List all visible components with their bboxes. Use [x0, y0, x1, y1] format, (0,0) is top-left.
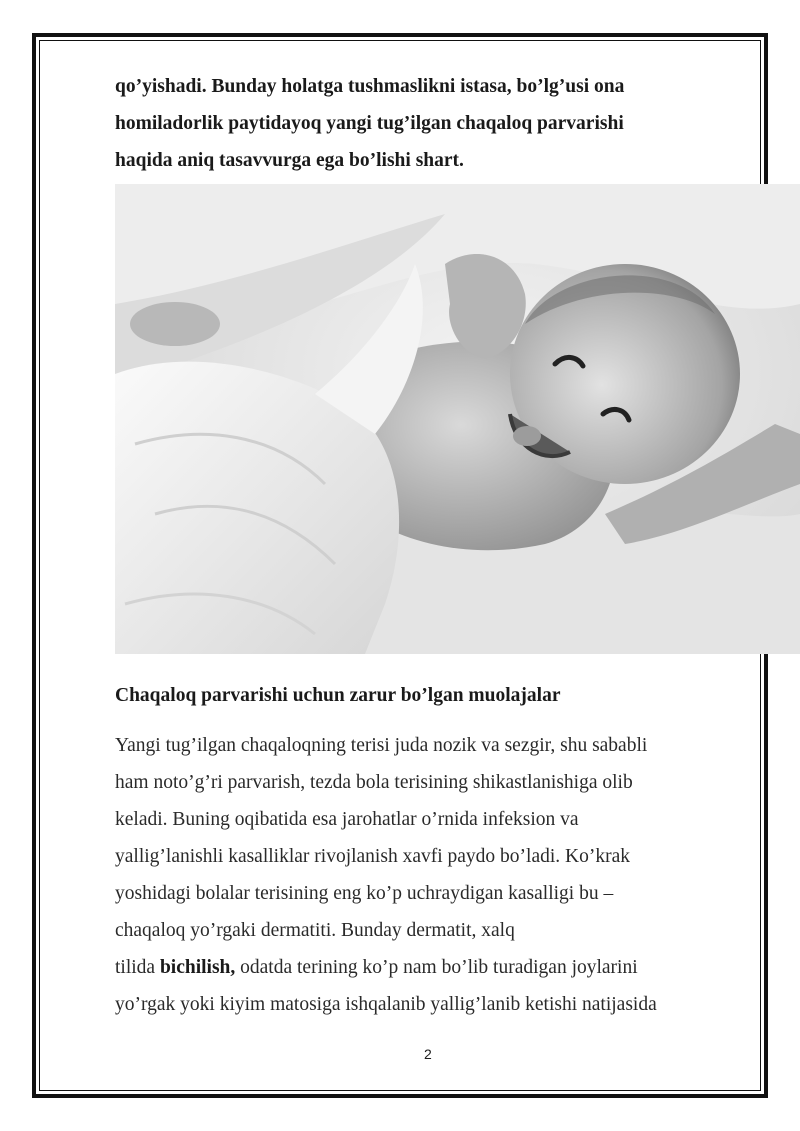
body-line: yallig’lanishli kasalliklar rivojlanish xavfi paydo bo’ladi. Ko’krak: [115, 846, 630, 867]
intro-paragraph: [115, 68, 715, 179]
intro-line: homiladorlik paytidayoq yangi tug’ilgan chaqaloq parvarishi: [115, 113, 624, 134]
body-paragraph: [115, 727, 735, 1023]
intro-line: qo’yishadi. Bunday holatga tushmaslikni istasa, bo’lg’usi ona: [115, 76, 625, 97]
section-heading: Chaqaloq parvarishi uchun zarur bo’lgan muolajalar: [115, 685, 561, 706]
body-line: yo’rgak yoki kiyim matosiga ishqalanib yallig’lanib ketishi natijasida: [115, 994, 657, 1015]
baby-photo: [115, 184, 800, 654]
body-line: Yangi tug’ilgan chaqaloqning terisi juda nozik va sezgir, shu sababli: [115, 735, 648, 756]
body-line: keladi. Buning oqibatida esa jarohatlar o’rnida infeksion va: [115, 809, 579, 830]
line-prefix: tilida: [115, 957, 160, 978]
body-line-with-bold: [115, 949, 735, 986]
body-line: chaqaloq yo’rgaki dermatiti. Bunday dermatit, xalq: [115, 920, 515, 941]
body-line: yoshidagi bolalar terisining eng ko’p uchraydigan kasalligi bu –: [115, 883, 614, 904]
line-suffix: odatda terining ko’p nam bo’lib turadigan joylarini: [235, 957, 638, 978]
intro-line: haqida aniq tasavvurga ega bo’lishi shart.: [115, 150, 464, 171]
page-number: 2: [424, 1046, 432, 1062]
bold-term: bichilish,: [159, 957, 236, 978]
body-line: ham noto’g’ri parvarish, tezda bola terisining shikastlanishiga olib: [115, 772, 633, 793]
